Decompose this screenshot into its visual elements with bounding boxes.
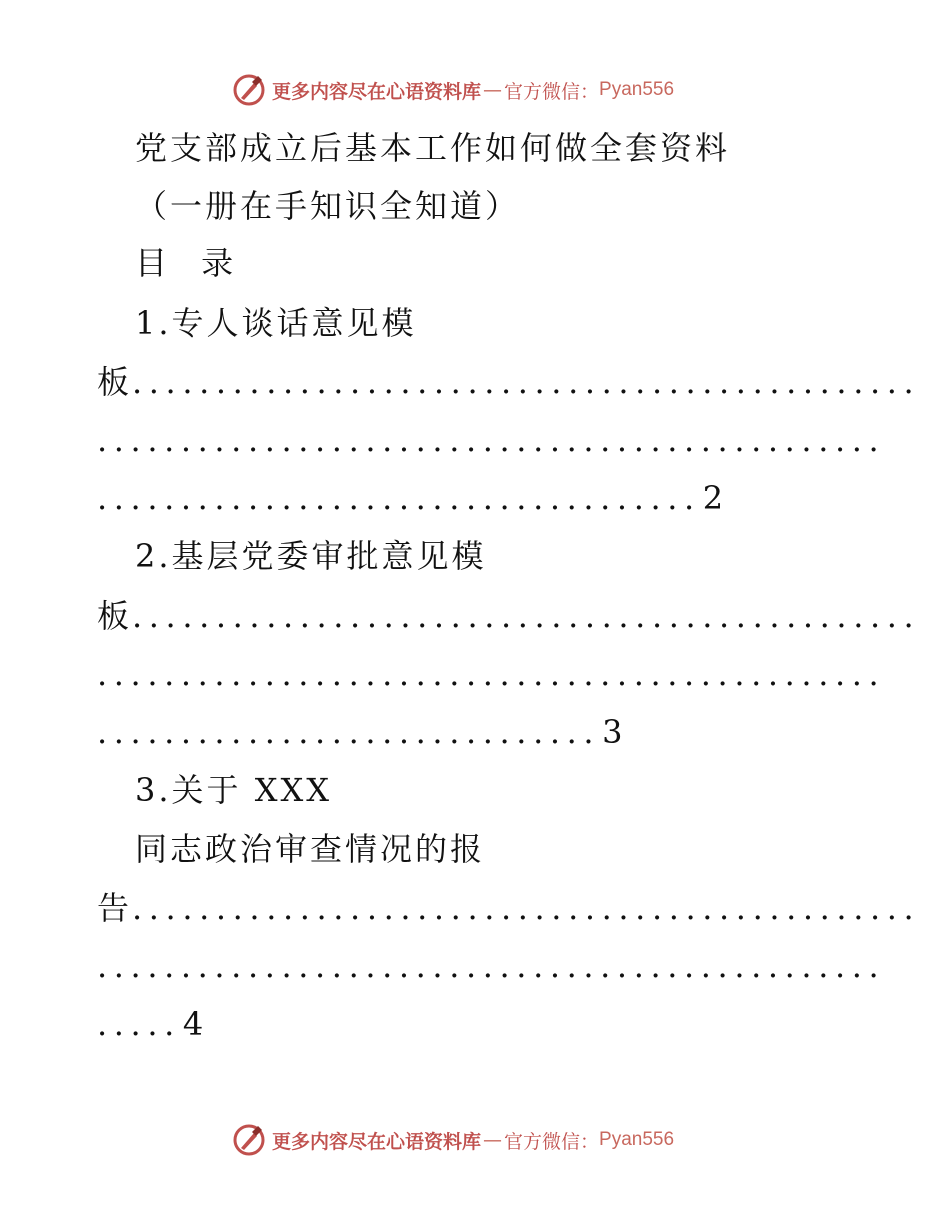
toc-entry-2-dots-3: ..............................	[97, 713, 601, 751]
toc-entry-1-dots-3: ....................................	[97, 479, 701, 517]
pen-logo-icon	[232, 1123, 266, 1157]
toc-entry-2-heading: 2.基层党委审批意见模	[135, 537, 487, 575]
toc-entry-1-dots-2: ...............................................	[97, 421, 886, 459]
watermark-id: Pyan556	[599, 1129, 675, 1150]
watermark-lead: 更多内容尽在心语资料库	[272, 1130, 482, 1153]
toc-entry-2-dots-2: ...............................................	[97, 655, 886, 693]
pen-logo-icon	[232, 73, 266, 107]
toc-heading: 目 录	[135, 244, 246, 282]
document-subtitle: （一册在手知识全知道）	[135, 187, 521, 225]
toc-entry-2-lead-char: 板	[97, 597, 133, 635]
watermark-account: 官方微信：	[504, 80, 600, 103]
toc-entry-1-leader-1	[97, 362, 920, 402]
toc-entry-3-leader-2	[97, 946, 885, 986]
toc-entry-1-dots-1: ...............................................	[132, 363, 921, 401]
toc-entry-2-dots-1: ...............................................	[132, 597, 921, 635]
document-title: 党支部成立后基本工作如何做全套资料	[135, 129, 731, 167]
toc-entry-3-dots-3: .....	[97, 1005, 181, 1043]
toc-entry-3-dots-1: ...............................................	[132, 889, 921, 927]
watermark-id: Pyan556	[599, 79, 675, 100]
toc-entry-1-leader-3	[97, 478, 723, 518]
toc-entry-3-lead-char: 告	[97, 889, 133, 927]
toc-entry-2-leader-2	[97, 654, 885, 694]
toc-entry-1-page: 2	[702, 479, 724, 517]
toc-entry-2-page: 3	[602, 713, 623, 751]
watermark-footer	[232, 1123, 674, 1157]
toc-entry-3-leader-1	[97, 888, 920, 928]
watermark-dash: —	[483, 79, 503, 101]
toc-entry-2-leader-3	[97, 712, 623, 752]
watermark-header	[232, 73, 674, 107]
watermark-account: 官方微信：	[504, 1130, 600, 1153]
toc-entry-1-heading: 1.专人谈话意见模	[135, 304, 417, 342]
watermark-lead: 更多内容尽在心语资料库	[272, 80, 482, 103]
toc-entry-3-page: 4	[182, 1005, 204, 1043]
toc-entry-3-dots-2: ...............................................	[97, 947, 886, 985]
toc-entry-3-leader-3	[97, 1004, 203, 1044]
toc-entry-3-heading: 3.关于 XXX	[135, 771, 333, 809]
toc-entry-3-heading-cont: 同志政治审查情况的报	[135, 830, 486, 868]
toc-entry-2-leader-1	[97, 596, 920, 636]
toc-entry-1-lead-char: 板	[97, 363, 133, 401]
toc-entry-1-leader-2	[97, 420, 885, 460]
watermark-dash: —	[483, 1129, 503, 1151]
